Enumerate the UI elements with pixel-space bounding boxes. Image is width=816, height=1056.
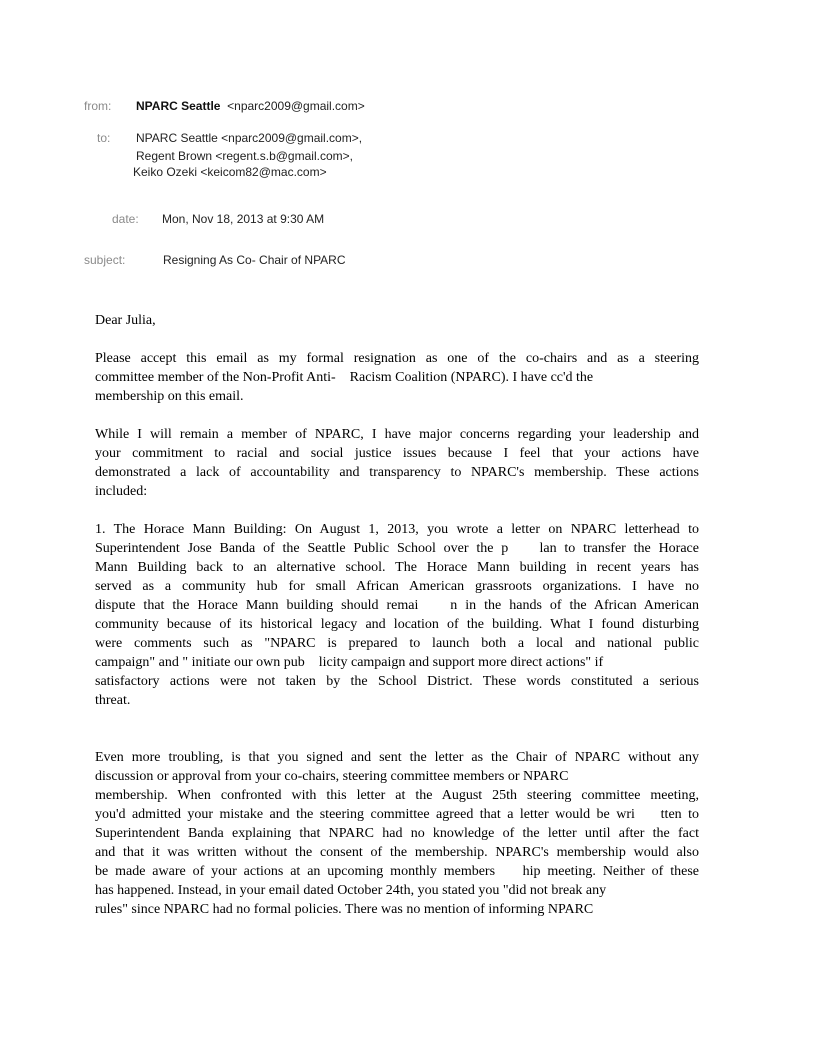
paragraph-line: Mann Building back to an alternative school. The Horace Mann building in recent years has [95,560,699,575]
paragraph-line: has happened. Instead, in your email dated October 24th, you stated you "did not break any [95,883,607,898]
paragraph-line: you'd admitted your mistake and the steering committee agreed that a letter would be wri tten to [95,807,699,822]
paragraph-line: Even more troubling, is that you signed and sent the letter as the Chair of NPARC without any [95,750,699,765]
to-recipient-3: Keiko Ozeki <keicom82@mac.com> [133,165,327,179]
paragraph-3 [95,520,699,710]
paragraph-line: were comments such as "NPARC is prepared to launch both a local and national public [95,636,699,651]
paragraph-line: and that it was written without the consent of the membership. NPARC's membership would also [95,845,699,860]
paragraph-line: served as a community hub for small African American grassroots organizations. I have no [95,579,699,594]
paragraph-line: demonstrated a lack of accountability and transparency to NPARC's membership. These actions [95,465,699,480]
paragraph-line: dispute that the Horace Mann building should remai n in the hands of the African American [95,598,699,613]
paragraph-line: discussion or approval from your co-chairs, steering committee members or NPARC [95,769,569,784]
from-label: from: [84,99,112,113]
paragraph-line: Superintendent Banda explaining that NPARC had no knowledge of the letter until after the fact [95,826,699,841]
paragraph-line: campaign" and " initiate our own pub licity campaign and support more direct actions" if [95,655,604,670]
subject-label: subject: [84,253,126,267]
paragraph-line: community because of its historical legacy and location of the building. What I found disturbing [95,617,699,632]
paragraph-line: threat. [95,693,131,708]
paragraph-line: membership. When confronted with this letter at the August 25th steering committee meeting, [95,788,699,803]
to-recipient-2: Regent Brown <regent.s.b@gmail.com>, [136,149,353,163]
paragraph-1 [95,349,699,406]
date-label: date: [112,212,139,226]
greeting: Dear Julia, [95,313,156,328]
paragraph-line: Please accept this email as my formal resignation as one of the co-chairs and as a steering [95,351,699,366]
paragraph-4 [95,748,699,919]
subject-value: Resigning As Co- Chair of NPARC [163,253,346,267]
paragraph-line: committee member of the Non-Profit Anti- Racism Coalition (NPARC). I have cc'd the [95,370,594,385]
paragraph-2 [95,425,699,501]
paragraph-line: While I will remain a member of NPARC, I have major concerns regarding your leadership and [95,427,699,442]
paragraph-line: membership on this email. [95,389,244,404]
date-value: Mon, Nov 18, 2013 at 9:30 AM [162,212,325,226]
paragraph-line: rules" since NPARC had no formal policies. There was no mention of informing NPARC [95,902,594,917]
paragraph-line: your commitment to racial and social justice issues because I feel that your actions have [95,446,699,461]
to-recipient-1: NPARC Seattle <nparc2009@gmail.com>, [136,131,363,145]
email-body [95,311,699,919]
from-email: <nparc2009@gmail.com> [227,99,365,113]
to-label: to: [97,131,111,145]
paragraph-line: Superintendent Jose Banda of the Seattle Public School over the p lan to transfer the Horace [95,541,699,556]
from-value [136,99,365,113]
paragraph-line: included: [95,484,148,499]
from-name: NPARC Seattle [136,99,221,113]
paragraph-line: 1. The Horace Mann Building: On August 1, 2013, you wrote a letter on NPARC letterhead to [95,522,699,537]
paragraph-line: be made aware of your actions at an upcoming monthly members hip meeting. Neither of these [95,864,699,879]
paragraph-line: satisfactory actions were not taken by the School District. These words constituted a serious [95,674,699,689]
